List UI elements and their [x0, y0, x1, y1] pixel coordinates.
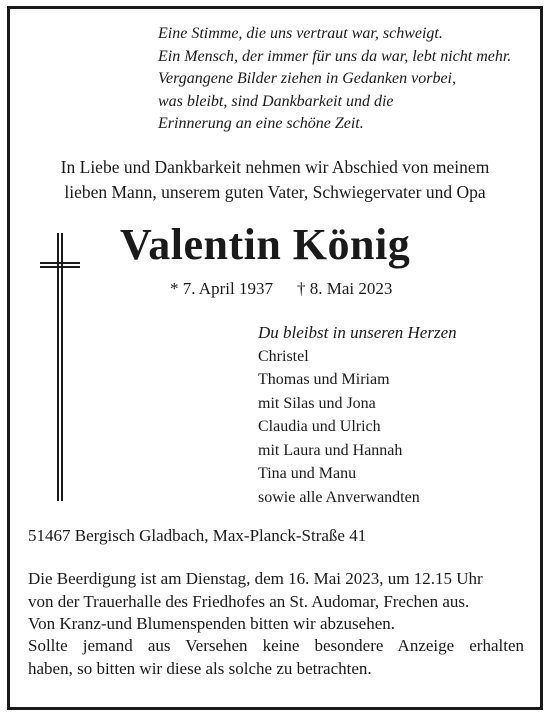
mourner: sowie alle Anverwandten	[258, 488, 420, 506]
poem-line: Eine Stimme, die uns vertraut war, schweigt.	[158, 25, 443, 42]
obituary-card	[7, 6, 543, 710]
intro-line: lieben Mann, unserem guten Vater, Schwiegervater und Opa	[64, 182, 486, 202]
poem-line: Vergangene Bilder ziehen in Gedanken vorbei,	[158, 70, 456, 87]
mourner: mit Laura und Hannah	[258, 441, 403, 459]
mourners-heading: Du bleibst in unseren Herzen	[258, 323, 457, 342]
death-date: † 8. Mai 2023	[296, 279, 393, 298]
mourner: Thomas und Miriam	[258, 371, 390, 388]
notice-line: haben, so bitten wir diese als solche zu betrachten.	[28, 659, 372, 678]
poem-line: was bleibt, sind Dankbarkeit und die	[158, 92, 394, 110]
poem	[158, 23, 511, 136]
mourner: Tina und Manu	[258, 465, 357, 482]
mourner: mit Silas und Jona	[258, 394, 376, 412]
funeral-line: Die Beerdigung ist am Dienstag, dem 16. Mai 2023, um 12.15 Uhr	[28, 569, 483, 588]
intro-text	[10, 155, 540, 205]
intro-line: In Liebe und Dankbarkeit nehmen wir Abschied von meinem	[60, 157, 490, 177]
poem-line: Ein Mensch, der immer für uns da war, lebt nicht mehr.	[158, 47, 512, 65]
funeral-line: Von Kranz-und Blumenspenden bitten wir abzusehen.	[28, 614, 395, 633]
life-dates	[170, 279, 392, 299]
deceased-name: Valentin König	[120, 220, 411, 269]
funeral-info	[28, 568, 525, 636]
poem-line: Erinnerung an eine schöne Zeit.	[158, 115, 364, 132]
mourner: Christel	[258, 347, 309, 365]
mourners-list	[258, 321, 457, 509]
mourner: Claudia und Ulrich	[258, 418, 381, 435]
cross-icon	[40, 233, 80, 501]
address: 51467 Bergisch Gladbach, Max-Planck-Straße 41	[28, 526, 367, 545]
birth-date: * 7. April 1937	[170, 279, 273, 298]
notice-line: Sollte jemand aus Versehen keine besondere Anzeige erhalten	[28, 636, 524, 655]
notice-text	[28, 634, 524, 680]
funeral-line: von der Trauerhalle des Friedhofes an St. Audomar, Frechen aus.	[28, 591, 470, 611]
